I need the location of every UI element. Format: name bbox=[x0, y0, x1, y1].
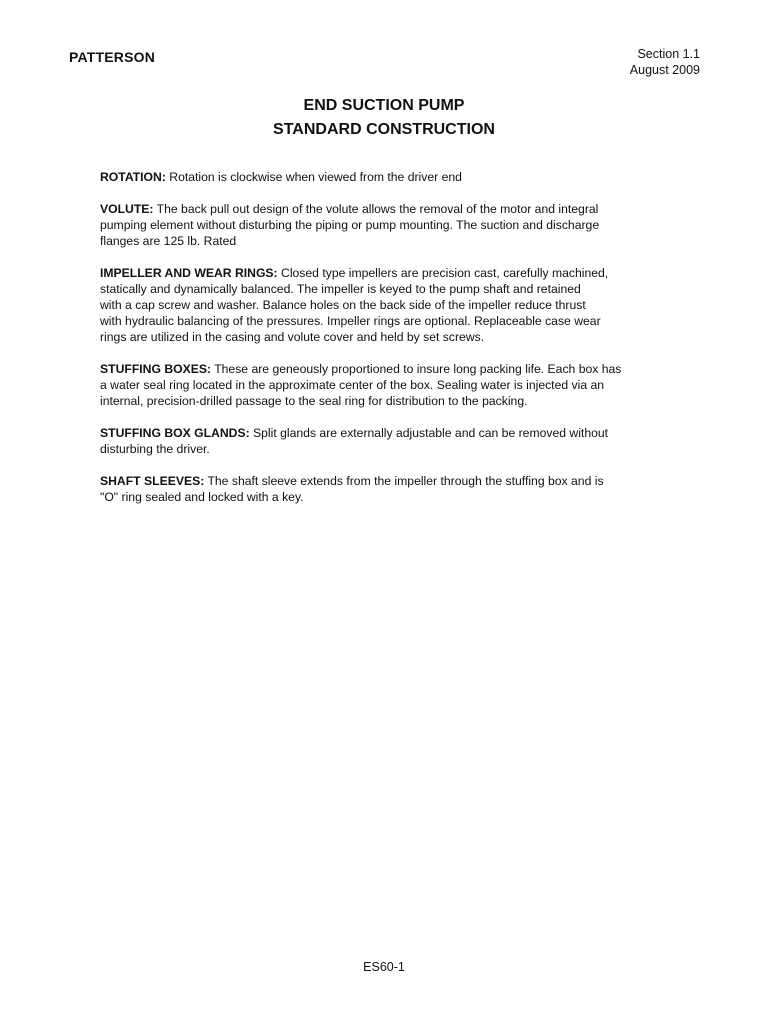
paragraph-heading: VOLUTE: bbox=[100, 202, 154, 216]
paragraph-stuffing-box-glands bbox=[100, 425, 645, 457]
paragraph-text: a water seal ring located in the approximate center of the box. Sealing water is injected via an bbox=[100, 378, 605, 392]
paragraph-line bbox=[100, 361, 645, 377]
paragraph-heading: ROTATION: bbox=[100, 170, 166, 184]
paragraph-text: disturbing the driver. bbox=[100, 442, 210, 456]
paragraph-text: These are geneously proportioned to insure long packing life. Each box has bbox=[211, 362, 622, 376]
document-date: August 2009 bbox=[629, 63, 700, 77]
paragraph-text: pumping element without disturbing the piping or pump mounting. The suction and discharge bbox=[100, 218, 600, 232]
paragraph-stuffing-boxes bbox=[100, 361, 645, 409]
paragraph-text: Rotation is clockwise when viewed from the driver end bbox=[165, 170, 462, 184]
paragraph-text: with a cap screw and washer. Balance holes on the back side of the impeller reduce thrust bbox=[100, 298, 586, 312]
paragraph-text: statically and dynamically balanced. The impeller is keyed to the pump shaft and retained bbox=[100, 282, 581, 296]
title-line-2: STANDARD CONSTRUCTION bbox=[273, 121, 495, 138]
paragraph-volute bbox=[100, 201, 645, 249]
paragraph-line bbox=[100, 425, 645, 441]
paragraph-heading: SHAFT SLEEVES: bbox=[100, 474, 205, 488]
page-footer-id: ES60-1 bbox=[363, 960, 405, 974]
paragraph-heading: IMPELLER AND WEAR RINGS: bbox=[100, 266, 278, 280]
company-name: PATTERSON bbox=[69, 49, 156, 65]
paragraph-rotation bbox=[100, 169, 645, 185]
paragraph-heading: STUFFING BOXES: bbox=[100, 362, 212, 376]
paragraph-text: flanges are 125 lb. Rated bbox=[100, 234, 237, 248]
paragraph-text: The shaft sleeve extends from the impeller through the stuffing box and is bbox=[204, 474, 604, 488]
paragraph-heading: STUFFING BOX GLANDS: bbox=[100, 426, 250, 440]
paragraph-text: Split glands are externally adjustable and can be removed without bbox=[249, 426, 609, 440]
title-line-1: END SUCTION PUMP bbox=[303, 97, 465, 114]
document-title bbox=[0, 94, 768, 142]
paragraph-text: "O" ring sealed and locked with a key. bbox=[100, 490, 304, 504]
document-body bbox=[100, 169, 645, 521]
paragraph-line bbox=[100, 473, 645, 489]
paragraph-text: rings are utilized in the casing and volute cover and held by set screws. bbox=[100, 330, 485, 344]
paragraph-text: The back pull out design of the volute allows the removal of the motor and integral bbox=[153, 202, 599, 216]
paragraph-shaft-sleeves bbox=[100, 473, 645, 505]
paragraph-text: Closed type impellers are precision cast, carefully machined, bbox=[277, 266, 609, 280]
paragraph-impeller-wear-rings bbox=[100, 265, 645, 345]
section-number: Section 1.1 bbox=[637, 47, 700, 61]
paragraph-line bbox=[100, 201, 645, 217]
paragraph-line bbox=[100, 169, 645, 185]
paragraph-line bbox=[100, 265, 645, 281]
document-meta bbox=[630, 46, 700, 78]
paragraph-text: internal, precision-drilled passage to the seal ring for distribution to the packing. bbox=[100, 394, 528, 408]
paragraph-text: with hydraulic balancing of the pressures. Impeller rings are optional. Replaceable case wear bbox=[100, 314, 601, 328]
